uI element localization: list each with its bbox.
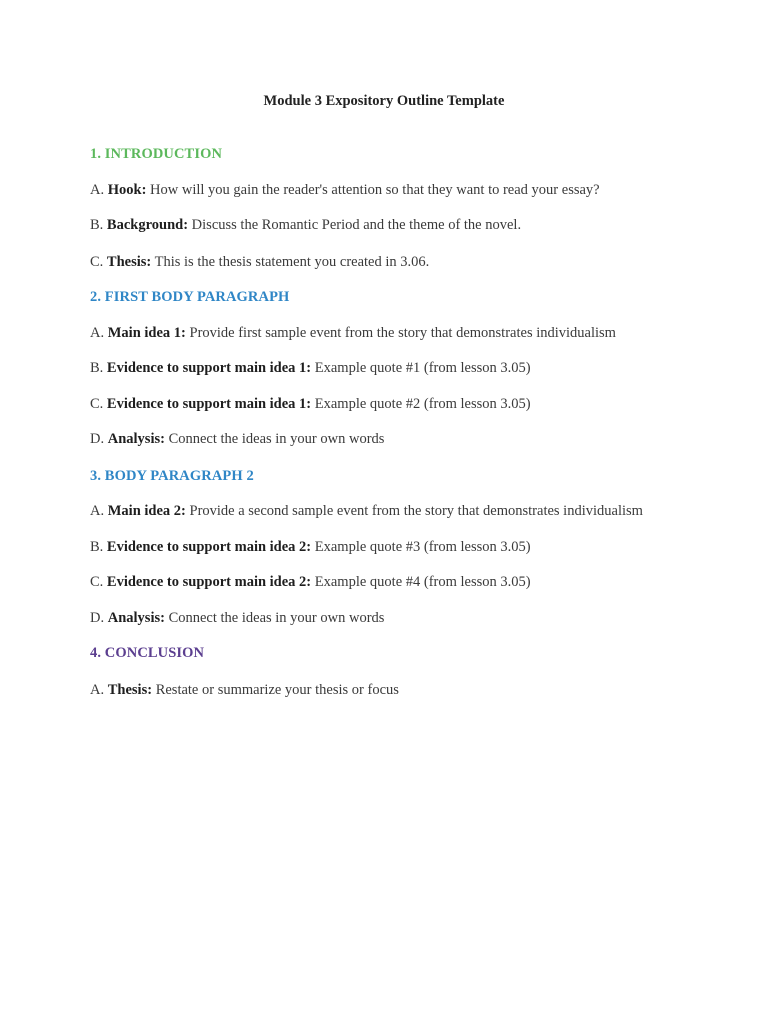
- outline-item-analysis-1: [90, 431, 384, 448]
- section-heading-body-2: 3. BODY PARAGRAPH 2: [90, 468, 254, 484]
- item-letter: A.: [90, 503, 105, 519]
- item-text: How will you gain the reader's attention so that they want to read your essay?: [150, 182, 600, 198]
- item-text: Restate or summarize your thesis or focus: [155, 682, 399, 698]
- item-letter: B.: [90, 360, 104, 376]
- section-heading-introduction: 1. INTRODUCTION: [90, 146, 223, 162]
- outline-item-evidence-2a: [90, 539, 531, 556]
- document-title: Module 3 Expository Outline Template: [263, 93, 505, 109]
- item-letter: B.: [90, 217, 104, 233]
- item-key: Evidence to support main idea 2:: [106, 574, 312, 590]
- item-key: Evidence to support main idea 1:: [106, 396, 312, 412]
- outline-item-main-idea-2: [90, 503, 643, 520]
- item-key: Analysis:: [107, 431, 165, 447]
- item-text: Connect the ideas in your own words: [168, 431, 385, 447]
- item-letter: A.: [90, 182, 105, 198]
- item-text: Example quote #4 (from lesson 3.05): [314, 574, 531, 590]
- section-heading-first-body: 2. FIRST BODY PARAGRAPH: [90, 289, 290, 305]
- item-text: Provide a second sample event from the story that demonstrates individualism: [189, 503, 643, 519]
- item-key: Thesis:: [107, 682, 153, 698]
- item-key: Main idea 1:: [107, 325, 186, 341]
- item-letter: D.: [90, 431, 105, 447]
- item-key: Main idea 2:: [107, 503, 186, 519]
- outline-item-conclusion-thesis: [90, 682, 399, 699]
- outline-item-evidence-1b: [90, 396, 531, 413]
- item-letter: C.: [90, 396, 104, 412]
- outline-item-analysis-2: [90, 610, 384, 627]
- outline-item-evidence-2b: [90, 574, 531, 591]
- item-key: Hook:: [107, 182, 147, 198]
- outline-item-evidence-1a: [90, 360, 531, 377]
- item-text: This is the thesis statement you created in 3.06.: [154, 254, 430, 270]
- item-text: Example quote #2 (from lesson 3.05): [314, 396, 531, 412]
- item-key: Evidence to support main idea 1:: [106, 360, 312, 376]
- outline-item-background: [90, 217, 521, 234]
- item-text: Example quote #3 (from lesson 3.05): [314, 539, 531, 555]
- item-text: Discuss the Romantic Period and the theme of the novel.: [191, 217, 522, 233]
- item-letter: A.: [90, 325, 105, 341]
- item-text: Connect the ideas in your own words: [168, 610, 385, 626]
- item-text: Example quote #1 (from lesson 3.05): [314, 360, 531, 376]
- item-letter: B.: [90, 539, 104, 555]
- item-key: Background:: [106, 217, 189, 233]
- item-key: Analysis:: [107, 610, 165, 626]
- item-letter: D.: [90, 610, 105, 626]
- item-key: Evidence to support main idea 2:: [106, 539, 312, 555]
- item-letter: C.: [90, 574, 104, 590]
- item-letter: C.: [90, 254, 104, 270]
- outline-item-thesis: [90, 254, 429, 271]
- item-letter: A.: [90, 682, 105, 698]
- item-text: Provide first sample event from the story that demonstrates individualism: [189, 325, 616, 341]
- item-key: Thesis:: [106, 254, 152, 270]
- outline-item-hook: [90, 182, 600, 199]
- section-heading-conclusion: 4. CONCLUSION: [90, 645, 205, 661]
- outline-item-main-idea-1: [90, 325, 616, 342]
